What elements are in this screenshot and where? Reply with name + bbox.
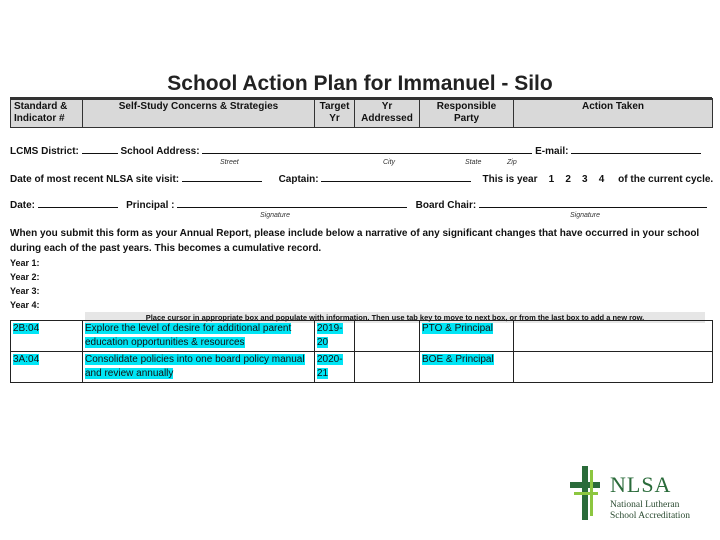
page-title: School Action Plan for Immanuel - Silo bbox=[167, 72, 553, 95]
header-top-rule bbox=[10, 97, 712, 100]
state-caption: State bbox=[465, 159, 482, 166]
email-field[interactable] bbox=[571, 144, 701, 154]
year-label: This is year bbox=[482, 174, 538, 185]
indicator-cell[interactable]: 3A:04 bbox=[11, 352, 83, 383]
concern-cell[interactable]: Consolidate policies into one board policy manual and review annually bbox=[83, 352, 315, 383]
indicator-cell[interactable]: 2B:04 bbox=[11, 321, 83, 352]
board-label: Board Chair: bbox=[415, 200, 477, 211]
target-cell[interactable]: 2019-20 bbox=[315, 321, 355, 352]
board-chair-field[interactable] bbox=[479, 198, 707, 208]
col-yr-addressed: Yr Addressed bbox=[355, 99, 420, 128]
action-cell[interactable] bbox=[514, 352, 713, 383]
addressed-cell[interactable] bbox=[355, 352, 420, 383]
district-field[interactable] bbox=[82, 144, 118, 154]
address-field[interactable] bbox=[202, 144, 532, 154]
captain-label: Captain: bbox=[278, 174, 319, 185]
visit-date-field[interactable] bbox=[182, 172, 262, 182]
year-option-1[interactable]: 1 bbox=[548, 174, 555, 185]
year-2-label: Year 2: bbox=[10, 272, 40, 282]
principal-label: Principal : bbox=[126, 200, 175, 211]
logo-subtitle: National Lutheran School Accreditation bbox=[610, 500, 690, 521]
action-rows-table bbox=[10, 320, 713, 383]
visit-label: Date of most recent NLSA site visit: bbox=[10, 174, 180, 185]
nlsa-logo bbox=[568, 462, 718, 538]
city-caption: City bbox=[383, 159, 396, 166]
concern-cell[interactable]: Explore the level of desire for additional parent education opportunities & resources bbox=[83, 321, 315, 352]
address-label: School Address: bbox=[120, 146, 200, 157]
party-cell[interactable]: PTO & Principal bbox=[420, 321, 514, 352]
year-3-label: Year 3: bbox=[10, 286, 40, 296]
year-option-2[interactable]: 2 bbox=[565, 174, 571, 185]
col-target-yr: Target Yr bbox=[315, 99, 355, 128]
date-field[interactable] bbox=[38, 198, 118, 208]
year-4-label: Year 4: bbox=[10, 300, 40, 310]
table-row bbox=[11, 352, 713, 383]
action-plan-form bbox=[10, 98, 714, 310]
signature-caption-2: Signature bbox=[570, 212, 600, 219]
signature-line bbox=[10, 198, 707, 211]
cycle-label: of the current cycle. bbox=[618, 174, 714, 185]
year-option-3[interactable]: 3 bbox=[582, 174, 588, 185]
col-concerns: Self-Study Concerns & Strategies bbox=[83, 99, 315, 128]
report-instructions: When you submit this form as your Annual Report, please include below a narrative of any significant changes that have occurred in your school during each of the past years. This becomes a cumulative record. bbox=[10, 228, 700, 254]
captain-field[interactable] bbox=[321, 172, 471, 182]
addressed-cell[interactable] bbox=[355, 321, 420, 352]
street-caption: Street bbox=[220, 159, 239, 166]
district-label: LCMS District: bbox=[10, 146, 79, 157]
action-cell[interactable] bbox=[514, 321, 713, 352]
zip-caption: Zip bbox=[507, 159, 517, 166]
date-label: Date: bbox=[10, 200, 36, 211]
target-cell[interactable]: 2020-21 bbox=[315, 352, 355, 383]
cross-icon bbox=[568, 462, 608, 522]
column-header-table bbox=[10, 98, 713, 128]
party-cell[interactable]: BOE & Principal bbox=[420, 352, 514, 383]
logo-name: NLSA bbox=[610, 472, 672, 497]
email-label: E-mail: bbox=[535, 146, 569, 157]
col-responsible: Responsible Party bbox=[420, 99, 514, 128]
visit-line bbox=[10, 172, 713, 185]
signature-caption-1: Signature bbox=[260, 212, 290, 219]
table-row bbox=[11, 321, 713, 352]
col-action-taken: Action Taken bbox=[514, 99, 713, 128]
col-indicator: Standard & Indicator # bbox=[11, 99, 83, 128]
principal-field[interactable] bbox=[177, 198, 407, 208]
year-1-label: Year 1: bbox=[10, 258, 40, 268]
year-option-4[interactable]: 4 bbox=[598, 174, 605, 185]
cursor-instructions: Place cursor in appropriate box and populate with information. Then use tab key to move to next box, or from the last box to add a new row. bbox=[85, 312, 705, 323]
district-line bbox=[10, 144, 701, 157]
